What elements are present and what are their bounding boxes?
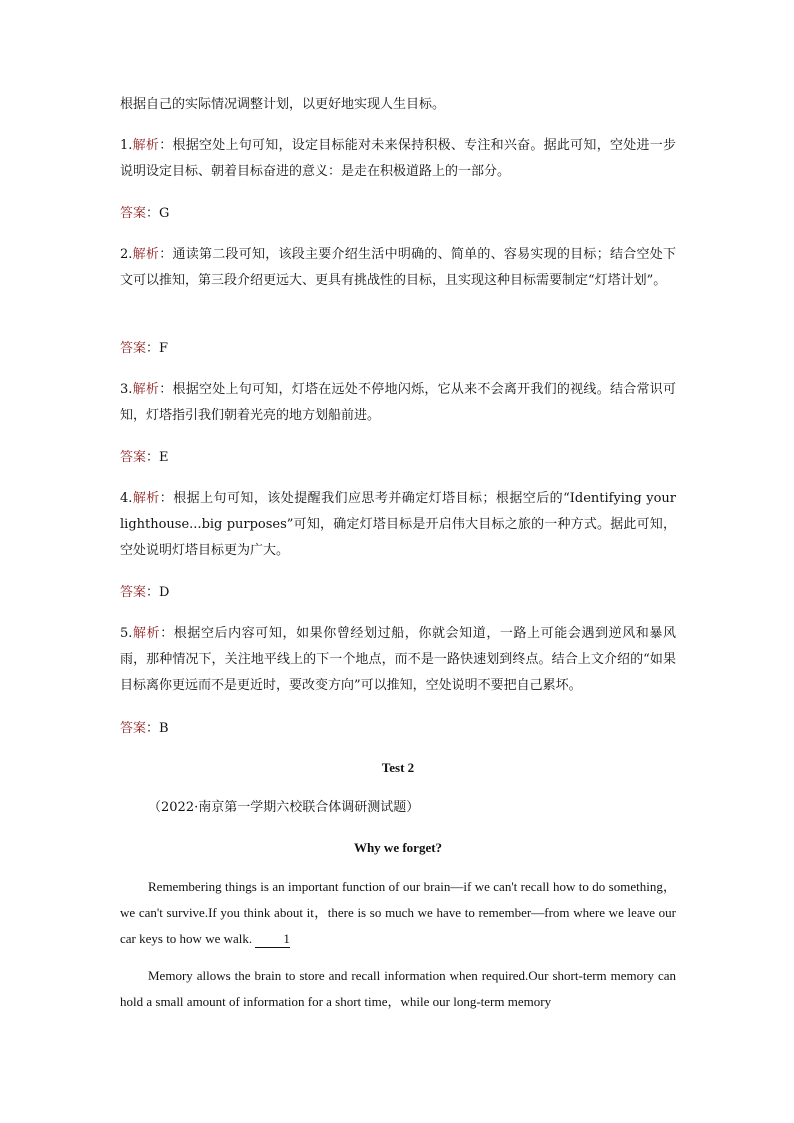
passage-paragraph-1 — [120, 874, 676, 952]
answer-1 — [120, 201, 676, 227]
explanation-text: ：根据空处上句可知，设定目标能对未来保持积极、专注和兴奋。据此可知，空处进一步说明设定目标、朝着目标奋进的意义：是走在积极道路上的一部分。 — [120, 138, 676, 179]
answer-label: 答案 — [120, 721, 147, 736]
test-title: Test 2 — [381, 760, 415, 775]
explanation-1 — [120, 133, 676, 185]
intro-line: 根据自己的实际情况调整计划，以更好地实现人生目标。 — [120, 97, 446, 112]
blank-1: 1 — [255, 931, 290, 948]
answer-value: ：B — [146, 721, 169, 736]
answer-value: ：G — [146, 206, 170, 221]
answer-value: ：F — [146, 341, 169, 356]
explanation-label: 解析 — [132, 138, 160, 153]
passage-title: Why we forget? — [353, 840, 443, 855]
item-number: 1. — [120, 138, 133, 153]
explanation-2 — [120, 242, 676, 294]
explanation-label: 解析 — [132, 382, 160, 397]
answer-5 — [120, 716, 676, 742]
explanation-label: 解析 — [132, 491, 160, 506]
answer-value: ：E — [146, 450, 169, 465]
explanation-4 — [120, 486, 676, 564]
test-source: （2022·南京第一学期六校联合体调研测试题） — [148, 800, 420, 815]
item-number: 5. — [120, 626, 133, 641]
passage-paragraph-2: Memory allows the brain to store and recall information when required.Our short-term memory can hold a small amount of information for a short time，while our long-term memory — [120, 968, 676, 1009]
explanation-text: ：根据上句可知，该处提醒我们应思考并确定灯塔目标；根据空后的“Identifying your lighthouse...big purposes”可知，确定灯塔目标是开启伟大目标之旅的一种方式。据此可知，空处说明灯塔目标更为广大。 — [120, 491, 676, 558]
explanation-text: ：根据空处上句可知，灯塔在远处不停地闪烁，它从来不会离开我们的视线。结合常识可知，灯塔指引我们朝着光亮的地方划船前进。 — [120, 382, 676, 423]
explanation-5 — [120, 621, 676, 699]
answer-value: ：D — [146, 585, 170, 600]
item-number: 3. — [120, 382, 133, 397]
explanation-text: ：根据空后内容可知，如果你曾经划过船，你就会知道，一路上可能会遇到逆风和暴风雨，那种情况下，关注地平线上的下一个地点，而不是一路快速划到终点。结合上文介绍的“如果目标离你更远而不是更近时，要改变方向”可以推知，空处说明不要把自己累坏。 — [120, 626, 676, 693]
answer-2 — [120, 336, 676, 362]
answer-4 — [120, 580, 676, 606]
item-number: 2. — [120, 247, 133, 262]
answer-3 — [120, 445, 676, 471]
explanation-label: 解析 — [132, 626, 161, 641]
explanation-3 — [120, 377, 676, 429]
answer-label: 答案 — [120, 341, 147, 356]
answer-label: 答案 — [120, 585, 147, 600]
item-number: 4. — [120, 491, 133, 506]
answer-label: 答案 — [120, 206, 147, 221]
explanation-text: ：通读第二段可知，该段主要介绍生活中明确的、简单的、容易实现的目标；结合空处下文可以推知，第三段介绍更远大、更具有挑战性的目标，且实现这种目标需要制定“灯塔计划”。 — [120, 247, 676, 288]
paragraph-text: Remembering things is an important function of our brain—if we can't recall how to do something，we can't survive.If you think about it，there is so much we have to remember—from where we leave our car keys to how we walk. — [120, 879, 676, 946]
answer-label: 答案 — [120, 450, 147, 465]
explanation-label: 解析 — [132, 247, 160, 262]
